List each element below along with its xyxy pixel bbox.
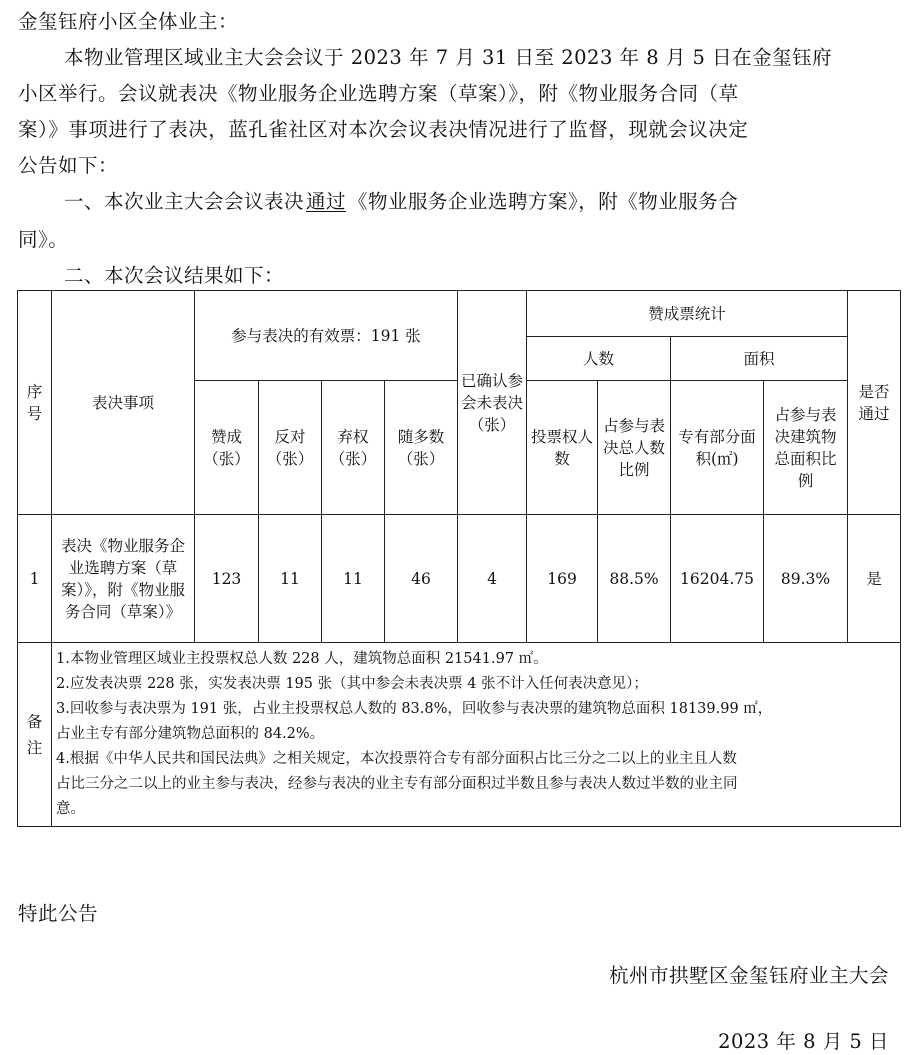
cell-voters: 169 bbox=[527, 515, 598, 643]
header-no: 反对（张） bbox=[259, 381, 322, 515]
cell-item: 表决《物业服务企业选聘方案（草案）》，附《物业服务合同（草案）》 bbox=[52, 515, 195, 643]
resolution-result: 通过 bbox=[306, 190, 347, 213]
header-passed: 是否通过 bbox=[848, 291, 901, 515]
header-approval-stats: 赞成票统计 bbox=[527, 291, 848, 337]
cell-yes: 123 bbox=[195, 515, 259, 643]
paragraph-line: 本物业管理区域业主大会会议于 2023 年 7 月 31 日至 2023 年 8 月 5 日在金玺钰府 bbox=[64, 46, 833, 69]
resolution-item-2: 二、本次会议结果如下： bbox=[64, 264, 285, 287]
note-line: 占业主专有部分建筑物总面积的 84.2%。 bbox=[56, 726, 325, 742]
header-abstain: 弃权（张） bbox=[322, 381, 385, 515]
note-line: 1.本物业管理区域业主投票权总人数 228 人，建筑物总面积 21541.97 ㎡。 bbox=[56, 651, 548, 667]
note-line: 3.回收参与表决票为 191 张，占业主投票权总人数的 83.8%，回收参与表决票的建筑物总面积 18139.99 ㎡， bbox=[56, 701, 773, 717]
cell-abstain: 11 bbox=[322, 515, 385, 643]
header-valid-votes: 参与表决的有效票：191 张 bbox=[195, 291, 458, 381]
header-people: 人数 bbox=[527, 337, 671, 381]
header-yes: 赞成（张） bbox=[195, 381, 259, 515]
notes-row bbox=[18, 643, 901, 827]
header-exclusive-area: 专有部分面积(㎡) bbox=[671, 381, 764, 515]
header-confirmed: 已确认参会未表决（张） bbox=[458, 291, 527, 515]
cell-majority: 46 bbox=[385, 515, 458, 643]
cell-people-ratio: 88.5% bbox=[598, 515, 671, 643]
cell-seq: 1 bbox=[18, 515, 52, 643]
header-area-ratio: 占参与表决建筑物总面积比例 bbox=[764, 381, 848, 515]
resolution-suffix: 《物业服务企业选聘方案》，附《物业服务合 bbox=[348, 190, 739, 213]
closing-text: 特此公告 bbox=[18, 902, 99, 925]
cell-no: 11 bbox=[259, 515, 322, 643]
paragraph-line: 案）》事项进行了表决，蓝孔雀社区对本次会议表决情况进行了监督，现就会议决定 bbox=[18, 118, 749, 141]
paragraph-line: 公告如下： bbox=[18, 154, 119, 177]
paragraph-line: 小区举行。会议就表决《物业服务企业选聘方案（草案）》，附《物业服务合同（草 bbox=[18, 82, 739, 105]
cell-passed: 是 bbox=[848, 515, 901, 643]
table-row bbox=[18, 515, 901, 643]
header-item: 表决事项 bbox=[52, 291, 195, 515]
notes-label: 备注 bbox=[18, 643, 52, 827]
note-line: 占比三分之二以上的业主参与表决，经参与表决的业主专有部分面积过半数且参与表决人数过半数的业主同 bbox=[56, 776, 738, 792]
notice-date: 2023 年 8 月 5 日 bbox=[718, 1030, 889, 1053]
header-seq: 序号 bbox=[18, 291, 52, 515]
salutation: 金玺钰府小区全体业主： bbox=[18, 10, 239, 33]
resolution-item-1 bbox=[64, 186, 738, 214]
vote-results-table bbox=[17, 290, 901, 827]
header-voters: 投票权人数 bbox=[527, 381, 598, 515]
header-row bbox=[18, 291, 901, 337]
resolution-prefix: 一、本次业主大会会议表决 bbox=[64, 190, 305, 213]
header-area: 面积 bbox=[671, 337, 848, 381]
note-line: 2.应发表决票 228 张，实发表决票 195 张（其中参会未表决票 4 张不计入任何表决意见）； bbox=[56, 676, 648, 692]
paragraph-line: 同》。 bbox=[18, 228, 69, 251]
note-line: 4.根据《中华人民共和国民法典》之相关规定，本次投票符合专有部分面积占比三分之二以上的业主且人数 bbox=[56, 751, 737, 767]
header-people-ratio: 占参与表决总人数比例 bbox=[598, 381, 671, 515]
cell-confirmed: 4 bbox=[458, 515, 527, 643]
header-majority: 随多数（张） bbox=[385, 381, 458, 515]
cell-area-ratio: 89.3% bbox=[764, 515, 848, 643]
notes-content bbox=[52, 643, 901, 827]
signer: 杭州市拱墅区金玺钰府业主大会 bbox=[608, 964, 889, 987]
cell-exclusive-area: 16204.75 bbox=[671, 515, 764, 643]
note-line: 意。 bbox=[56, 801, 85, 817]
